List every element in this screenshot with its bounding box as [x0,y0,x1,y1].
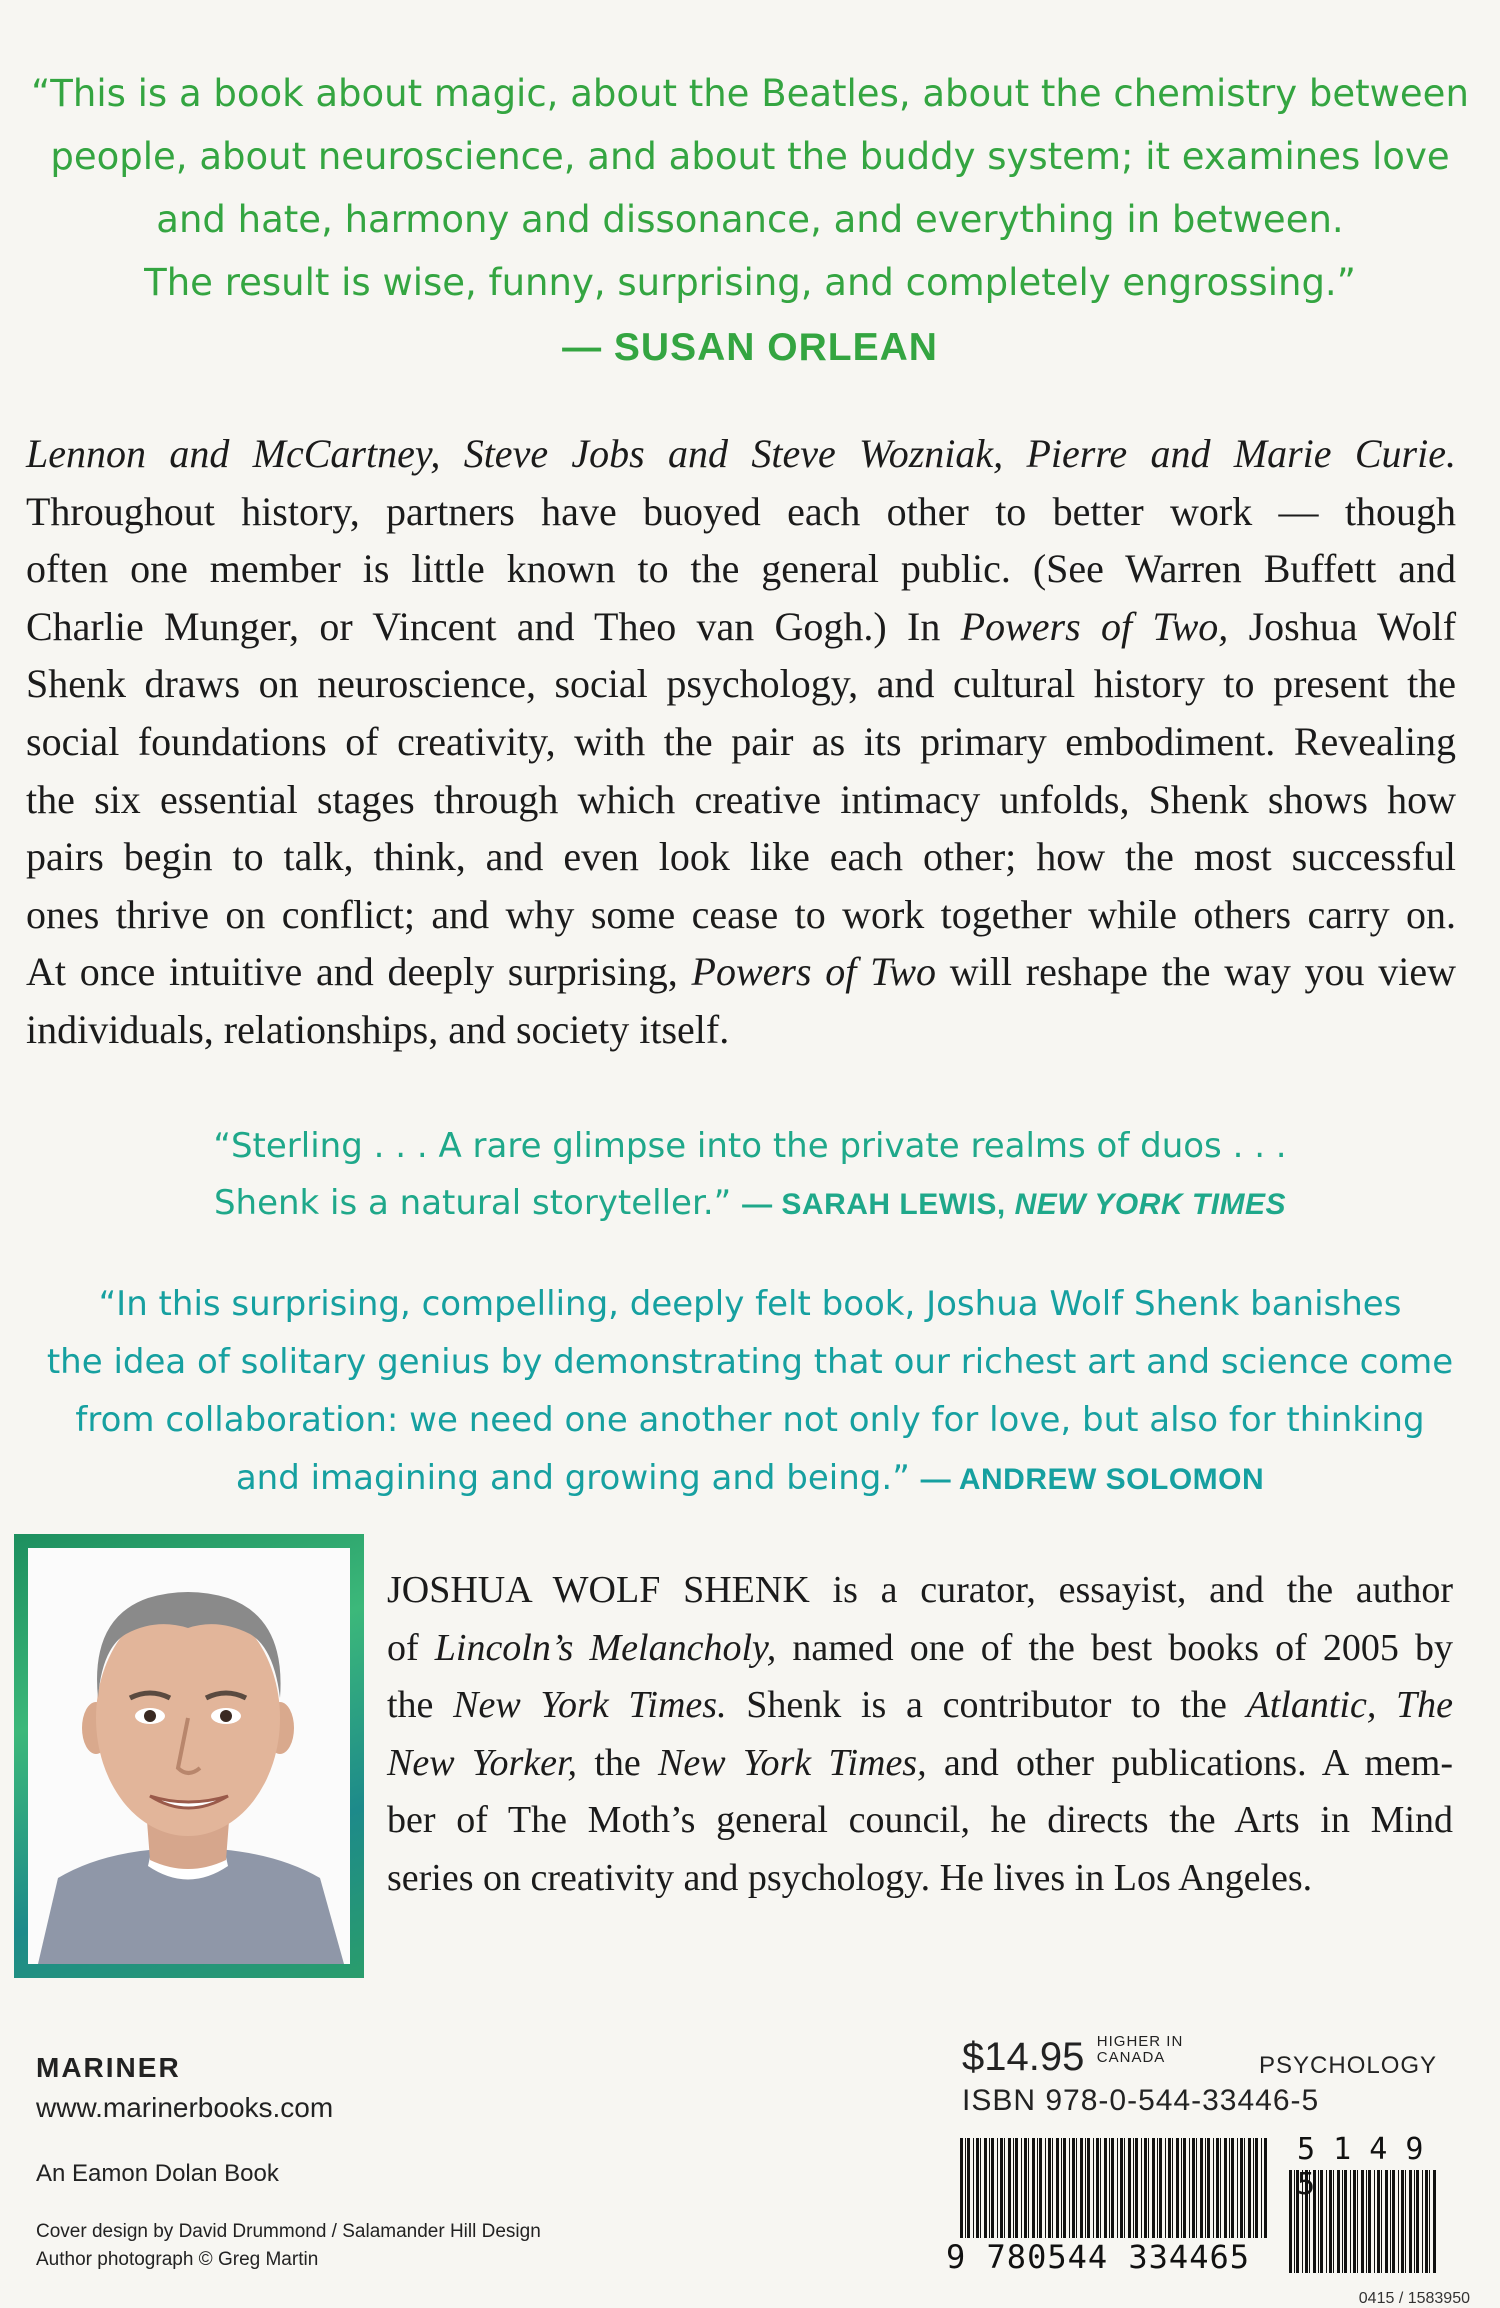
publisher-url: www.marinerbooks.com [36,2092,334,2123]
canada-note [1097,2034,1184,2066]
quote-line: The result is wise, funny, surprising, and completely engrossing.” [144,261,1356,304]
canada-note-line: CANADA [1096,2049,1166,2066]
quote-line: people, about neuroscience, and about the buddy system; it examines love [50,135,1450,178]
text-run: At once intuitive and deeply surprising, [26,949,678,995]
text-run: Joshua Wolf [1248,603,1457,649]
isbn-barcode [946,2138,1270,2276]
text-run: will reshape the way you view [949,949,1457,995]
price: $14.95 [962,2035,1085,2079]
cover-credit: Cover design by David Drummond / Salamander Hill Design [36,2221,541,2242]
barcode-bar [1255,2138,1258,2238]
barcode-bar [984,2138,987,2238]
barcode-bar [1004,2138,1005,2238]
text-run: Shenk is a contributor to the [746,1684,1227,1726]
barcode-bar [1200,2138,1203,2238]
description-line [26,425,1456,483]
author-photo-frame [14,1534,364,1978]
bio-line: JOSHUA WOLF SHENK is a curator, essayist, and the author [387,1569,1453,1611]
quote-line [0,1449,1500,1509]
barcode-bar [997,2138,998,2238]
barcode-bar [1148,2138,1149,2238]
quote-sarah-lewis [0,1118,1500,1233]
barcode-bar [1172,2138,1173,2238]
quote-line: “This is a book about magic, about the Beatles, about the chemistry between [31,72,1469,115]
barcode-bar [976,2138,979,2238]
barcode-bar [1165,2138,1166,2238]
barcode-bar [1192,2138,1195,2238]
author-photo [28,1548,350,1964]
barcode-bar [1109,2138,1110,2238]
publisher-name: MARINER [36,2052,181,2083]
barcode-bar [1100,2138,1101,2238]
barcode-bar [1181,2138,1182,2238]
barcode-bar [973,2138,974,2238]
barcode-bar [1294,2170,1295,2273]
description-line: individuals, relationships, and society itself. [26,1006,730,1052]
barcode-bar [1028,2138,1029,2238]
barcode-bar [1087,2138,1090,2238]
barcode-bar [1216,2138,1219,2238]
quote-line: from collaboration: we need one another not only for love, but also for thinking [75,1400,1425,1440]
description-line: ones thrive on conflict; and why some cease to work together while others carry on. [26,891,1456,937]
barcode-bar [1237,2138,1238,2238]
footer-code: 0415 / 1583950 [1358,2290,1470,2307]
barcode-bar [1128,2138,1131,2238]
barcode-bar [1013,2138,1014,2238]
barcode-bar [967,2138,970,2238]
publication-title: Atlantic, The [1246,1684,1454,1726]
description-line: the six essential stages through which creative intimacy unfolds, Shenk shows how [26,776,1456,822]
barcode-bar [980,2138,981,2238]
barcode-bar [1253,2138,1254,2238]
barcode-bar [1045,2138,1046,2238]
isbn-number: ISBN 978-0-544-33446-5 [962,2084,1320,2117]
barcode-bar [1015,2138,1018,2238]
barcode-bar [1168,2138,1171,2238]
barcode-bar [965,2138,966,2238]
quote-andrew-solomon [0,1275,1500,1509]
canada-note-line: HIGHER IN [1096,2033,1184,2050]
barcode-bar [1144,2138,1147,2238]
description-line [26,598,1456,656]
barcode-bar [1072,2138,1075,2238]
barcode-bar [1133,2138,1134,2238]
text-run: and imagining and growing and being.” [235,1458,910,1498]
quote-susan-orlean [0,62,1500,379]
publication-title: New York Times. [453,1684,727,1726]
description-line [26,943,1456,1001]
barcode-bar [1289,2170,1292,2273]
barcode-bar [989,2138,990,2238]
description-names: Lennon and McCartney, Steve Jobs and Steve Wozniak, Pierre and Marie Curie. [26,431,1456,476]
barcode-bar [1157,2138,1158,2238]
barcode-bar [1244,2138,1245,2238]
book-title: Powers of Two [691,949,937,995]
barcode-bar [1085,2138,1086,2238]
barcode-bar [1229,2138,1230,2238]
barcode-bar [1069,2138,1070,2238]
barcode-bar [1024,2138,1027,2238]
quote-line: “Sterling . . . A rare glimpse into the private realms of duos . . . [213,1126,1287,1166]
barcode-bar [1224,2138,1227,2238]
barcode-bar [1000,2138,1003,2238]
quote-line: the idea of solitary genius by demonstrating that our richest art and science come [46,1342,1454,1382]
barcode-bar [1061,2138,1062,2238]
addon-digits: 5 1 4 9 5 [1297,2132,1424,2202]
description-line: often one member is little known to the general public. (See Warren Buffett and [26,546,1456,592]
barcode-bar [1264,2138,1267,2238]
text-run: the [594,1741,641,1784]
description-line: Throughout history, partners have buoyed each other to better work — though [26,488,1456,534]
price-block [962,2034,1442,2118]
credits-block [36,2218,541,2274]
price-addon-barcode [1287,2132,1437,2273]
category-label: PSYCHOLOGY [1259,2052,1438,2079]
barcode-bar [1104,2138,1107,2238]
quote-line: and hate, harmony and dissonance, and everything in between. [156,198,1344,241]
barcode-bar [1021,2138,1022,2238]
barcode-bar [1124,2138,1125,2238]
publication-title: New Yorker, [387,1741,578,1784]
bio-line [387,1677,1453,1735]
barcode-bar [960,2138,963,2238]
barcode-bar [1213,2138,1214,2238]
barcode-bar [1207,2138,1210,2238]
publication-title: New York Times, [658,1741,927,1784]
book-title: Powers of Two, [960,603,1229,649]
barcode-bar [1080,2138,1083,2238]
barcode-bar [1231,2138,1234,2238]
barcode-bar [1152,2138,1155,2238]
barcode-bar [1052,2138,1053,2238]
bio-line [387,1735,1453,1793]
attribution-name: — SARAH LEWIS, [742,1188,1006,1221]
barcode-bar [1008,2138,1011,2238]
barcode-bar [1056,2138,1059,2238]
barcode-bar [1076,2138,1077,2238]
quote-line [0,1175,1500,1233]
description-line: pairs begin to talk, think, and even look like each other; how the most successful [26,834,1456,880]
bio-line: ber of The Moth’s general council, he directs the Arts in Mind [387,1799,1453,1841]
barcode-bar [1111,2138,1114,2238]
barcode-bar [1159,2138,1162,2238]
barcode-bar [1096,2138,1099,2238]
barcode-bar [1117,2138,1118,2238]
author-portrait-image [28,1548,350,1964]
barcode-bar [1120,2138,1123,2238]
barcode-bar [1063,2138,1066,2238]
attribution-publication: NEW YORK TIMES [1014,1188,1287,1221]
text-run: Charlie Munger, or Vincent and Theo van Gogh.) In [26,603,941,649]
bio-line: series on creativity and psychology. He lives in Los Angeles. [387,1856,1313,1899]
author-bio [387,1562,1453,1907]
barcode-bar [1135,2138,1138,2238]
barcode-bar [1032,2138,1035,2238]
photo-credit: Author photograph © Greg Martin [36,2249,319,2270]
text-run: the [387,1684,434,1726]
text-run: and other publications. A mem- [943,1741,1453,1784]
quote-attribution [742,1188,1286,1221]
imprint-line: An Eamon Dolan Book [36,2160,279,2187]
barcode-bar [1196,2138,1197,2238]
quote-attribution: — SUSAN ORLEAN [562,326,938,369]
barcode-bar [1240,2138,1243,2238]
publisher-block [36,2052,333,2188]
book-description [26,425,1456,1059]
barcode-bar [1189,2138,1190,2238]
barcode-bar [1205,2138,1206,2238]
book-title: Lincoln’s Melancholy, [434,1626,777,1669]
barcode-bar [1261,2138,1262,2238]
barcode-digits: 9 780544 334465 [946,2238,1250,2276]
quote-attribution: — ANDREW SOLOMON [920,1463,1265,1496]
text-run: named one of the best books of 2005 by [792,1626,1454,1669]
barcode-bar [1048,2138,1051,2238]
barcode-bar [1039,2138,1042,2238]
quote-line: “In this surprising, compelling, deeply felt book, Joshua Wolf Shenk banishes [98,1284,1402,1324]
description-line: social foundations of creativity, with the pair as its primary embodiment. Revealing [26,718,1456,764]
barcode-bar [1183,2138,1186,2238]
description-line: Shenk draws on neuroscience, social psychology, and cultural history to present the [26,661,1456,707]
barcode-bar [1220,2138,1221,2238]
barcode-bar [1037,2138,1038,2238]
barcode-bar [1176,2138,1179,2238]
text-run: of [387,1626,419,1669]
barcode-bar [1093,2138,1094,2238]
text-run: Shenk is a natural storyteller.” [213,1183,732,1223]
barcode-bar [1141,2138,1142,2238]
bio-line [387,1620,1453,1678]
barcode-bar [991,2138,994,2238]
barcode-bar [1248,2138,1251,2238]
